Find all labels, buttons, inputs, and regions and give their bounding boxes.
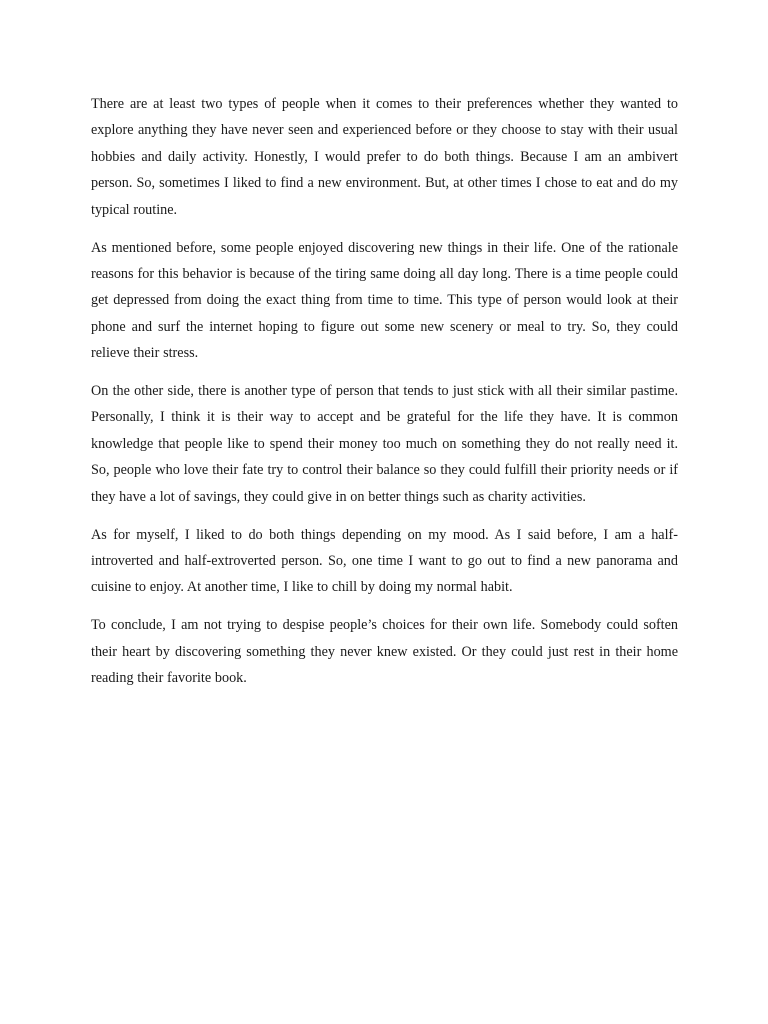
document-body	[91, 91, 678, 703]
paragraph-explorers: As mentioned before, some people enjoyed discovering new things in their life. One of the rationale reasons for this behavior is because of the tiring same doing all day long. There is a time people could get depressed from doing the exact thing from time to time. This type of person would look at their phone and surf the internet hoping to figure out some new scenery or meal to try. So, they could relieve their stress.	[91, 239, 678, 362]
paragraph-routine-keepers: On the other side, there is another type of person that tends to just stick with all their similar pastime. Personally, I think it is their way to accept and be grateful for the life they have. It is common knowledge that people like to spend their money too much on something they do not really need it. So, people who love their fate try to control their balance so they could fulfill their priority needs or if they have a lot of savings, they could give in on better things such as charity activities.	[91, 383, 678, 505]
paragraph-conclusion: To conclude, I am not trying to despise people’s choices for their own life. Somebody could soften their heart by discovering something they never knew existed. Or they could just rest in their home reading their favorite book.	[91, 617, 678, 687]
paragraph-intro: There are at least two types of people when it comes to their preferences whether they wanted to explore anything they have never seen and experienced before or they choose to stay with their usual hobbies and daily activity. Honestly, I would prefer to do both things. Because I am an ambivert person. So, sometimes I liked to find a new environment. But, at other times I chose to eat and do my typical routine.	[91, 96, 678, 218]
paragraph-personal-view: As for myself, I liked to do both things depending on my mood. As I said before, I am a half-introverted and half-extroverted person. So, one time I want to go out to find a new panorama and cuisine to enjoy. At another time, I like to chill by doing my normal habit.	[91, 526, 678, 596]
